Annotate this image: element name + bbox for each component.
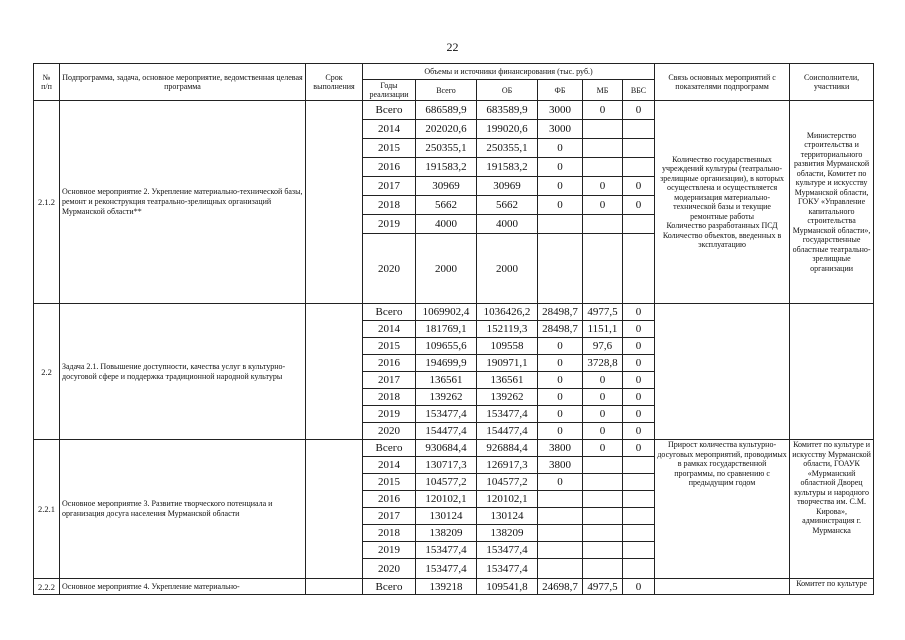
- cell-mb: [583, 508, 623, 525]
- term-cell: [306, 101, 363, 304]
- cell-ob: 136561: [477, 372, 538, 389]
- relation-text: Прирост количества культурно-досуговых мероприятий, проводимых в рамках государственной программы, по сравнению с предыдущим годом: [655, 440, 790, 579]
- cell-vbs: [623, 139, 655, 158]
- row-year: 2020: [363, 423, 416, 440]
- cell-total: 139218: [416, 579, 477, 595]
- section-code: 2.2.1: [34, 440, 60, 579]
- row-year: 2017: [363, 177, 416, 196]
- participants-text: Комитет по культуре: [790, 579, 874, 595]
- relation-text: Количество государственных учреждений культуры (театрально-зрелищные организации), в которых осуществлена и осуществляется модернизация материально-технической базы и текущие ремонтные работы Количество разработанных ПСД Количество объектов, введенных в эксплуатацию: [655, 101, 790, 304]
- cell-ob: 191583,2: [477, 158, 538, 177]
- cell-total: 109655,6: [416, 338, 477, 355]
- cell-total: 136561: [416, 372, 477, 389]
- cell-mb: 0: [583, 406, 623, 423]
- cell-ob: 139262: [477, 389, 538, 406]
- cell-ob: 126917,3: [477, 457, 538, 474]
- cell-ob: 683589,9: [477, 101, 538, 120]
- cell-vbs: 0: [623, 440, 655, 457]
- cell-fb: 0: [538, 177, 583, 196]
- section-name: Основное мероприятие 3. Развитие творческого потенциала и организация досуга населения Мурманской области: [60, 440, 306, 579]
- cell-mb: 4977,5: [583, 304, 623, 321]
- section-name: Основное мероприятие 4. Укрепление материально-: [60, 579, 306, 595]
- row-year: 2020: [363, 559, 416, 579]
- cell-fb: 0: [538, 355, 583, 372]
- cell-fb: [538, 508, 583, 525]
- cell-mb: 0: [583, 372, 623, 389]
- cell-mb: 1151,1: [583, 321, 623, 338]
- cell-vbs: 0: [623, 423, 655, 440]
- cell-fb: 0: [538, 338, 583, 355]
- header-fb: ФБ: [538, 80, 583, 101]
- row-year: 2016: [363, 491, 416, 508]
- row-year: 2016: [363, 355, 416, 372]
- cell-fb: 28498,7: [538, 321, 583, 338]
- cell-mb: 0: [583, 196, 623, 215]
- cell-total: 153477,4: [416, 406, 477, 423]
- header-term: Срок выполнения: [306, 64, 363, 101]
- cell-vbs: [623, 508, 655, 525]
- row-year: 2019: [363, 406, 416, 423]
- cell-fb: 0: [538, 196, 583, 215]
- cell-total: 104577,2: [416, 474, 477, 491]
- cell-mb: 97,6: [583, 338, 623, 355]
- cell-ob: 130124: [477, 508, 538, 525]
- row-year: 2014: [363, 120, 416, 139]
- cell-mb: 0: [583, 389, 623, 406]
- cell-mb: [583, 559, 623, 579]
- header-num: № п/п: [34, 64, 60, 101]
- row-year: 2018: [363, 525, 416, 542]
- cell-total: 930684,4: [416, 440, 477, 457]
- row-year: Всего: [363, 304, 416, 321]
- row-year: 2019: [363, 215, 416, 234]
- cell-vbs: 0: [623, 355, 655, 372]
- cell-total: 181769,1: [416, 321, 477, 338]
- header-vbs: ВБС: [623, 80, 655, 101]
- cell-ob: 154477,4: [477, 423, 538, 440]
- row-year: 2015: [363, 139, 416, 158]
- cell-mb: 0: [583, 423, 623, 440]
- cell-mb: [583, 234, 623, 304]
- cell-vbs: [623, 120, 655, 139]
- cell-total: 154477,4: [416, 423, 477, 440]
- cell-mb: [583, 120, 623, 139]
- cell-fb: 0: [538, 158, 583, 177]
- cell-fb: 0: [538, 406, 583, 423]
- cell-total: 686589,9: [416, 101, 477, 120]
- cell-total: 30969: [416, 177, 477, 196]
- cell-vbs: [623, 491, 655, 508]
- header-ob: ОБ: [477, 80, 538, 101]
- cell-fb: 3800: [538, 440, 583, 457]
- cell-mb: [583, 525, 623, 542]
- header-total: Всего: [416, 80, 477, 101]
- cell-vbs: 0: [623, 101, 655, 120]
- cell-vbs: 0: [623, 304, 655, 321]
- cell-vbs: 0: [623, 338, 655, 355]
- cell-vbs: 0: [623, 321, 655, 338]
- cell-ob: 153477,4: [477, 559, 538, 579]
- row-year: 2016: [363, 158, 416, 177]
- cell-vbs: [623, 158, 655, 177]
- cell-ob: 120102,1: [477, 491, 538, 508]
- cell-ob: 2000: [477, 234, 538, 304]
- row-year: 2015: [363, 474, 416, 491]
- participants-text: Министерство строительства и территориального развития Мурманской области, Комитет по культуре и искусству Мурманской области, ГОКУ «Управление капитального строительства Мурманской области», государственные областные театрально-зрелищные организации: [790, 101, 874, 304]
- cell-fb: [538, 559, 583, 579]
- cell-ob: 153477,4: [477, 406, 538, 423]
- row-year: Всего: [363, 101, 416, 120]
- funding-table: [33, 63, 874, 595]
- cell-total: 153477,4: [416, 559, 477, 579]
- section-name: Основное мероприятие 2. Укрепление материально-технической базы, ремонт и реконструкция театрально-зрелищных организаций Мурманской области**: [60, 101, 306, 304]
- cell-mb: [583, 457, 623, 474]
- cell-vbs: 0: [623, 177, 655, 196]
- cell-vbs: [623, 525, 655, 542]
- cell-total: 202020,6: [416, 120, 477, 139]
- cell-vbs: 0: [623, 406, 655, 423]
- term-cell: [306, 304, 363, 440]
- cell-vbs: [623, 474, 655, 491]
- cell-fb: 28498,7: [538, 304, 583, 321]
- cell-ob: 30969: [477, 177, 538, 196]
- cell-mb: [583, 491, 623, 508]
- cell-fb: 0: [538, 389, 583, 406]
- cell-ob: 109541,8: [477, 579, 538, 595]
- relation-text: [655, 579, 790, 595]
- cell-total: 194699,9: [416, 355, 477, 372]
- cell-ob: 199020,6: [477, 120, 538, 139]
- section-name: Задача 2.1. Повышение доступности, качества услуг в культурно-досуговой сфере и поддержка традиционной народной культуры: [60, 304, 306, 440]
- cell-ob: 190971,1: [477, 355, 538, 372]
- cell-total: 5662: [416, 196, 477, 215]
- row-year: 2017: [363, 508, 416, 525]
- cell-fb: 0: [538, 474, 583, 491]
- cell-mb: 0: [583, 440, 623, 457]
- cell-mb: 0: [583, 177, 623, 196]
- cell-mb: [583, 139, 623, 158]
- cell-fb: 0: [538, 139, 583, 158]
- cell-fb: 3800: [538, 457, 583, 474]
- cell-mb: 0: [583, 101, 623, 120]
- cell-ob: 926884,4: [477, 440, 538, 457]
- cell-fb: [538, 215, 583, 234]
- row-year: 2017: [363, 372, 416, 389]
- term-cell: [306, 440, 363, 579]
- cell-fb: [538, 491, 583, 508]
- cell-total: 120102,1: [416, 491, 477, 508]
- cell-total: 153477,4: [416, 542, 477, 559]
- row-year: 2018: [363, 196, 416, 215]
- header-years: Годы реализации: [363, 80, 416, 101]
- term-cell: [306, 579, 363, 595]
- cell-vbs: [623, 234, 655, 304]
- section-code: 2.1.2: [34, 101, 60, 304]
- cell-fb: [538, 234, 583, 304]
- header-name: Подпрограмма, задача, основное мероприятие, ведомственная целевая программа: [60, 64, 306, 101]
- cell-total: 139262: [416, 389, 477, 406]
- cell-ob: 4000: [477, 215, 538, 234]
- cell-ob: 1036426,2: [477, 304, 538, 321]
- page-number: 22: [446, 40, 459, 54]
- cell-total: 191583,2: [416, 158, 477, 177]
- cell-ob: 5662: [477, 196, 538, 215]
- section-code: 2.2.2: [34, 579, 60, 595]
- cell-vbs: 0: [623, 196, 655, 215]
- cell-vbs: [623, 457, 655, 474]
- cell-ob: 109558: [477, 338, 538, 355]
- cell-mb: 3728,8: [583, 355, 623, 372]
- cell-total: 130717,3: [416, 457, 477, 474]
- participants-text: [790, 304, 874, 440]
- row-year: 2014: [363, 457, 416, 474]
- cell-vbs: 0: [623, 389, 655, 406]
- cell-vbs: [623, 559, 655, 579]
- row-year: Всего: [363, 440, 416, 457]
- cell-ob: 250355,1: [477, 139, 538, 158]
- cell-ob: 153477,4: [477, 542, 538, 559]
- cell-mb: [583, 215, 623, 234]
- cell-mb: [583, 158, 623, 177]
- cell-vbs: 0: [623, 372, 655, 389]
- row-year: 2019: [363, 542, 416, 559]
- cell-fb: 0: [538, 372, 583, 389]
- cell-total: 4000: [416, 215, 477, 234]
- cell-fb: [538, 542, 583, 559]
- header-mb: МБ: [583, 80, 623, 101]
- cell-vbs: [623, 215, 655, 234]
- cell-fb: 3000: [538, 120, 583, 139]
- row-year: 2020: [363, 234, 416, 304]
- cell-mb: [583, 542, 623, 559]
- cell-mb: [583, 474, 623, 491]
- row-year: 2018: [363, 389, 416, 406]
- participants-text: Комитет по культуре и искусству Мурманской области, ГОАУК «Мурманский областной Дворец культуры и народного творчества им. С.М. Кирова», администрация г. Мурманска: [790, 440, 874, 579]
- cell-total: 2000: [416, 234, 477, 304]
- header-funding: Объемы и источники финансирования (тыс. руб.): [363, 64, 655, 80]
- row-year: 2015: [363, 338, 416, 355]
- header-participants: Соисполнители, участники: [790, 64, 874, 101]
- cell-fb: 3000: [538, 101, 583, 120]
- row-year: Всего: [363, 579, 416, 595]
- cell-ob: 152119,3: [477, 321, 538, 338]
- cell-fb: 24698,7: [538, 579, 583, 595]
- cell-total: 250355,1: [416, 139, 477, 158]
- cell-fb: [538, 525, 583, 542]
- cell-vbs: [623, 542, 655, 559]
- section-code: 2.2: [34, 304, 60, 440]
- cell-vbs: 0: [623, 579, 655, 595]
- cell-total: 1069902,4: [416, 304, 477, 321]
- cell-mb: 4977,5: [583, 579, 623, 595]
- cell-ob: 104577,2: [477, 474, 538, 491]
- cell-total: 130124: [416, 508, 477, 525]
- row-year: 2014: [363, 321, 416, 338]
- cell-ob: 138209: [477, 525, 538, 542]
- cell-total: 138209: [416, 525, 477, 542]
- cell-fb: 0: [538, 423, 583, 440]
- relation-text: [655, 304, 790, 440]
- header-relation: Связь основных мероприятий с показателями подпрограмм: [655, 64, 790, 101]
